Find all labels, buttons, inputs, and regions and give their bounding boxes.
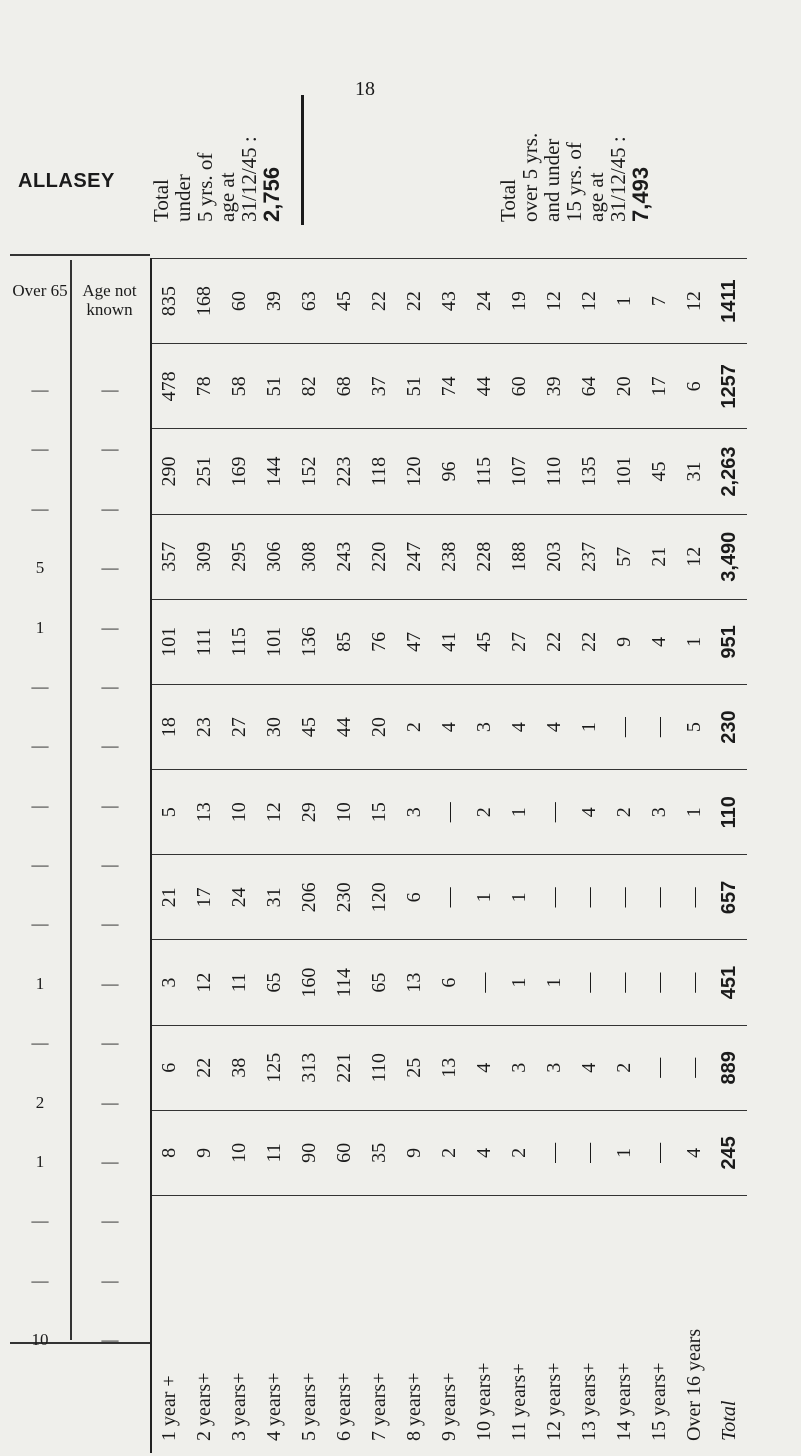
table-cell: 20 [607,344,642,429]
table-cell: 19 [502,259,537,344]
table-cell: 43 [432,259,467,344]
age-not-known-cell: — [101,380,119,399]
table-cell: — [642,1110,677,1195]
over-65-cell: 1 [35,973,45,993]
table-cell: 1 [677,599,712,684]
table-cell: 101 [257,599,292,684]
table-cell: 4 [467,1110,502,1195]
table-cell: 160 [292,940,327,1025]
age-not-known-cell: — [101,498,119,518]
table-cell: 13 [397,940,432,1025]
age-not-known-cell: — [101,439,119,459]
table-cell: — [537,1110,572,1195]
row-label: 7 years+ [362,1196,397,1454]
table-cell: 4 [572,770,607,855]
table-row [292,259,327,1454]
over-65-cell: — [31,1033,49,1053]
row-label: 3 years+ [222,1196,257,1454]
table-row [151,259,187,1454]
row-label: 4 years+ [257,1196,292,1454]
table-cell: 168 [187,259,222,344]
row-label: 1 year + [151,1196,187,1454]
table-cell: 2 [432,1110,467,1195]
table-cell: 65 [257,940,292,1025]
over-65-cell: — [31,1270,49,1290]
table-cell: 60 [502,344,537,429]
table-cell: 309 [187,514,222,599]
table-cell: 4 [502,684,537,769]
header-over5-line: 15 yrs. of [562,142,587,222]
table-cell: 114 [327,940,362,1025]
table-cell: 4 [537,684,572,769]
row-label: 8 years+ [397,1196,432,1454]
table-cell: 115 [467,429,502,514]
table-cell: 39 [257,259,292,344]
table-cell: 45 [292,684,327,769]
header-over5-line: age at [584,172,609,222]
table-cell: 290 [151,429,187,514]
over-65-cell: — [31,736,49,756]
table-cell: 120 [362,855,397,940]
table-cell: 12 [572,259,607,344]
header-under5-line: under [171,174,196,222]
table-cell: 96 [432,429,467,514]
table-cell: 203 [537,514,572,599]
table-cell: 245 [712,1110,747,1195]
table-cell: 8 [151,1110,187,1195]
over-65-label: Over 65 [12,281,68,300]
table-cell: 12 [537,259,572,344]
table-cell: 12 [677,514,712,599]
table-cell: 39 [537,344,572,429]
table-cell: 63 [292,259,327,344]
table-cell: 25 [397,1025,432,1110]
table-cell: — [572,855,607,940]
table-cell: 27 [502,599,537,684]
table-cell: 82 [292,344,327,429]
table-cell: 22 [572,599,607,684]
table-cell: 230 [327,855,362,940]
table-cell: 238 [432,514,467,599]
table-cell: 1 [502,855,537,940]
table-cell: 9 [187,1110,222,1195]
table-cell: 9 [607,599,642,684]
table-cell: 247 [397,514,432,599]
age-not-known-cell: — [101,914,119,934]
header-rule [301,95,304,225]
table-cell: 136 [292,599,327,684]
table-cell: — [642,940,677,1025]
table-cell: 1 [677,770,712,855]
table-cell: 206 [292,855,327,940]
table-cell: 230 [712,684,747,769]
table-cell: 4 [467,1025,502,1110]
table-cell: 251 [187,429,222,514]
table-cell: 110 [712,770,747,855]
table-cell: 31 [257,855,292,940]
table-cell: — [677,940,712,1025]
table-cell: — [642,855,677,940]
over-65-cell: 2 [35,1092,45,1112]
table-cell: 13 [432,1025,467,1110]
table-cell: 44 [467,344,502,429]
row-label: Total [712,1196,747,1454]
table-cell: 1 [502,770,537,855]
table-cell: 1257 [712,344,747,429]
table-cell: — [677,1025,712,1110]
table-cell: 29 [292,770,327,855]
table-cell: 65 [362,940,397,1025]
table-cell: 3 [397,770,432,855]
over-65-header [10,282,70,301]
table-cell: 237 [572,514,607,599]
table-row [642,259,677,1454]
header-under5 [150,136,283,222]
table-cell: 4 [432,684,467,769]
table-cell: 13 [187,770,222,855]
table-cell: 3 [151,940,187,1025]
row-label: 11 years+ [502,1196,537,1454]
row-label: 10 years+ [467,1196,502,1454]
age-not-known-cell: — [101,1151,119,1171]
table-cell: 12 [677,259,712,344]
age-not-known-cell: — [101,617,119,637]
table-cell: 45 [327,259,362,344]
table-cell: 9 [397,1110,432,1195]
age-not-known-cell: — [101,736,119,756]
over-65-cell: 10 [31,1330,49,1349]
table-cell: 27 [222,684,257,769]
table-cell: — [642,1025,677,1110]
table-row [572,259,607,1454]
table-cell: 47 [397,599,432,684]
table-cell: 221 [327,1025,362,1110]
age-not-known-cell: — [101,676,119,696]
table-row [467,259,502,1454]
table-cell: 18 [151,684,187,769]
table-cell: 17 [642,344,677,429]
table-cell: 22 [362,259,397,344]
age-not-known-label: Age not known [82,281,137,319]
table-cell: 110 [362,1025,397,1110]
table-cell: 74 [432,344,467,429]
table-cell: 7 [642,259,677,344]
table-cell: 64 [572,344,607,429]
table-cell: 76 [362,599,397,684]
table-cell: 135 [572,429,607,514]
table-cell: 3 [537,1025,572,1110]
age-not-known-cell: — [101,855,119,874]
over-65-cell: — [31,795,49,815]
table-cell: 44 [327,684,362,769]
table-cell: 1 [537,940,572,1025]
table-cell: 30 [257,684,292,769]
table-cell: 4 [677,1110,712,1195]
table-cell: 1 [467,855,502,940]
table-cell: 45 [467,599,502,684]
table-cell: 51 [397,344,432,429]
row-label: 6 years+ [327,1196,362,1454]
table-cell: 101 [607,429,642,514]
table-row [432,259,467,1454]
table-cell: 3 [502,1025,537,1110]
over-65-cell: 1 [35,617,45,637]
table-cell: 889 [712,1025,747,1110]
table-cell: 60 [327,1110,362,1195]
age-not-known-cell: — [101,1033,119,1053]
table-cell: 60 [222,259,257,344]
table-cell: 3,490 [712,514,747,599]
table-cell: 10 [222,770,257,855]
table-cell: 144 [257,429,292,514]
row-label: 5 years+ [292,1196,327,1454]
age-not-known-cell: — [101,1092,119,1112]
table-cell: — [572,940,607,1025]
table-cell: 951 [712,599,747,684]
table-cell: 313 [292,1025,327,1110]
table-cell: 6 [677,344,712,429]
table-cell: 5 [151,770,187,855]
age-not-known-cell: — [101,558,119,578]
table-row [257,259,292,1454]
total-row [712,259,747,1454]
table-cell: 5 [677,684,712,769]
table-cell: 188 [502,514,537,599]
table-cell: 2 [607,1025,642,1110]
header-under5-line: 31/12/45 : [237,136,262,222]
table-row [607,259,642,1454]
table-cell: 6 [397,855,432,940]
table-cell: 51 [257,344,292,429]
table-cell: — [537,770,572,855]
table-cell: 11 [222,940,257,1025]
table-cell: 2 [607,770,642,855]
table-cell: — [572,1110,607,1195]
over-65-cell: 1 [35,1151,45,1171]
over-65-cell: — [31,676,49,696]
table-cell: 4 [642,599,677,684]
table-cell: 2 [467,770,502,855]
table-cell: 4 [572,1025,607,1110]
table-cell: 306 [257,514,292,599]
table-cell: 1 [502,940,537,1025]
table-cell: 657 [712,855,747,940]
over-65-cell: — [31,914,49,934]
row-label: 9 years+ [432,1196,467,1454]
table-cell: 38 [222,1025,257,1110]
top-rule [10,254,150,256]
table-cell: 2,263 [712,429,747,514]
table-cell: 22 [187,1025,222,1110]
side-divider [70,260,72,1340]
table-cell: 23 [187,684,222,769]
table-cell: 107 [502,429,537,514]
table-cell: 31 [677,429,712,514]
row-label: 14 years+ [607,1196,642,1454]
table-cell: — [432,855,467,940]
table-cell: — [607,684,642,769]
table-cell: 223 [327,429,362,514]
table-cell: 58 [222,344,257,429]
table-cell: 12 [257,770,292,855]
table-cell: 11 [257,1110,292,1195]
table-cell: 451 [712,940,747,1025]
table-cell: 35 [362,1110,397,1195]
table-cell: 1 [607,1110,642,1195]
table-cell: 90 [292,1110,327,1195]
row-label: 12 years+ [537,1196,572,1454]
table-cell: 1 [607,259,642,344]
header-under5-value: 2,756 [259,166,285,222]
table-cell: 118 [362,429,397,514]
row-label: 13 years+ [572,1196,607,1454]
table-cell: — [537,855,572,940]
age-table-grid [150,258,747,1453]
table-row [187,259,222,1454]
table-cell: 21 [151,855,187,940]
table-cell: — [432,770,467,855]
page-number: 18 [355,78,375,100]
table-cell: 2 [397,684,432,769]
header-under5-line: Total [149,179,173,222]
table-cell: 115 [222,599,257,684]
table-cell: 20 [362,684,397,769]
age-not-known-cell: — [101,1330,119,1349]
over-65-cell: 5 [35,558,45,578]
table-cell: 37 [362,344,397,429]
age-not-known-cell: — [101,795,119,815]
table-cell: 78 [187,344,222,429]
table-cell: 57 [607,514,642,599]
table-row [222,259,257,1454]
age-not-known-header [72,282,147,319]
table-cell: 6 [432,940,467,1025]
table-cell: 21 [642,514,677,599]
table-row [502,259,537,1454]
table-cell: 1 [572,684,607,769]
header-over5-line: and under [540,138,565,222]
table-cell: 10 [327,770,362,855]
table-cell: 111 [187,599,222,684]
table-cell: 12 [187,940,222,1025]
table-row [677,259,712,1454]
header-over5-line: Total [496,179,520,222]
table-cell: 228 [467,514,502,599]
table-cell: 2 [502,1110,537,1195]
table-cell: 243 [327,514,362,599]
table-cell: 10 [222,1110,257,1195]
table-cell: 295 [222,514,257,599]
region-title: ALLASEY [18,170,115,192]
table-cell: — [467,940,502,1025]
table-cell: 24 [467,259,502,344]
table-cell: — [607,855,642,940]
table-cell: 308 [292,514,327,599]
header-over5 [497,133,652,222]
table-cell: 85 [327,599,362,684]
header-over5-line: 31/12/45 : [606,136,631,222]
over-65-cell: — [31,855,49,874]
table-cell: 1411 [712,259,747,344]
table-cell: 22 [537,599,572,684]
header-over5-line: over 5 yrs. [518,132,543,222]
table-cell: — [607,940,642,1025]
table-cell: 835 [151,259,187,344]
table-cell: — [642,684,677,769]
table-cell: 101 [151,599,187,684]
over-65-cell: — [31,1211,49,1231]
table-row [362,259,397,1454]
age-table [150,258,742,1453]
table-cell: 152 [292,429,327,514]
table-cell: 17 [187,855,222,940]
table-cell: 6 [151,1025,187,1110]
table-cell: 125 [257,1025,292,1110]
table-cell: 3 [467,684,502,769]
table-cell: 220 [362,514,397,599]
table-row [537,259,572,1454]
table-cell: 3 [642,770,677,855]
table-cell: 41 [432,599,467,684]
table-row [397,259,432,1454]
table-cell: — [677,855,712,940]
header-under5-line: age at [215,172,240,222]
table-cell: 45 [642,429,677,514]
table-cell: 110 [537,429,572,514]
header-under5-line: 5 yrs. of [193,152,218,222]
table-cell: 24 [222,855,257,940]
table-cell: 357 [151,514,187,599]
age-not-known-cell: — [101,973,119,993]
row-label: Over 16 years [677,1196,712,1454]
over-65-cell: — [31,498,49,518]
table-cell: 120 [397,429,432,514]
table-cell: 68 [327,344,362,429]
header-over5-value: 7,493 [628,166,654,222]
over-65-cell: — [31,439,49,459]
table-cell: 169 [222,429,257,514]
table-row [327,259,362,1454]
table-cell: 478 [151,344,187,429]
row-label: 2 years+ [187,1196,222,1454]
age-not-known-cell: — [101,1270,119,1290]
age-not-known-cell: — [101,1211,119,1231]
over-65-cell: — [31,380,49,399]
table-cell: 22 [397,259,432,344]
row-label: 15 years+ [642,1196,677,1454]
table-cell: 15 [362,770,397,855]
